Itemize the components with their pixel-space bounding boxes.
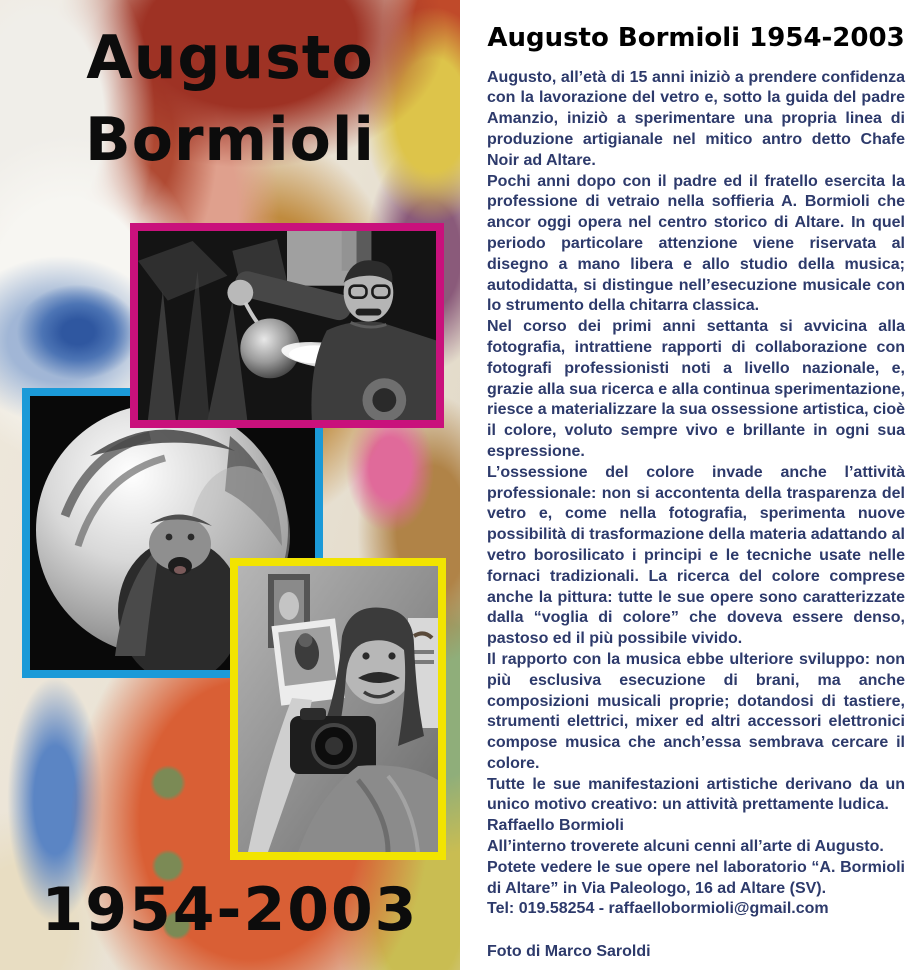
paragraph-inside-note: All’interno troverete alcuni cenni all’arte di Augusto. — [487, 838, 884, 856]
paragraph-color-obsession: L’ossessione del colore invade anche l’attività professionale: non si accontenta della trasparenza del vetro e, come nella fotografia, sperimenta nuove possibilità di trasformazione della materia adattando al vetro borosilicato i principi e le tecniche usate nelle fornaci tradizionali. La ricerca del colore comprese anche la pittura: tutte le sue opere sono caratterizzate dalla “voglia di colore” che doveva essere denso, pastoso ed il più possibile vivido. — [487, 463, 905, 648]
glassblowing-photo — [138, 231, 436, 420]
years-text: 1954-2003 — [41, 875, 419, 945]
camera-photo — [238, 566, 438, 852]
photo-frame-glassblowing — [130, 223, 444, 428]
watercolor-panel — [0, 0, 460, 970]
artist-name-line1: Augusto — [86, 23, 374, 93]
paragraph-laboratory-address: Potete vedere le sue opere nel laboratorio “A. Bormioli di Altare” in Via Paleologo, 16 ad Altare (SV). — [487, 858, 905, 897]
contact-line: Tel: 019.58254 - raffaellobormioli@gmail.com — [487, 900, 829, 918]
signature-raffaello-bormioli: Raffaello Bormioli — [487, 817, 624, 835]
article-title: Augusto Bormioli 1954-2003 — [487, 23, 905, 53]
article-column — [460, 0, 922, 970]
photo-frame-camera — [230, 558, 446, 860]
paragraph-photography: Nel corso dei primi anni settanta si avvicina alla fotografia, intrattiene rapporti di collaborazione con fotografi professionisti noti a livello nazionale, e, grazie alla sua ricerca e alla continua sperimentazione, riesce a materializzare la sua ossessione artistica, cioè il colore, voluto sempre vivo e brillante in ogni sua espressione. — [487, 318, 906, 460]
paragraph-family-glassworks: Pochi anni dopo con il padre ed il fratello esercita la professione di vetraio nella soffieria A. Bormioli che ancor oggi opera nel centro storico di Altare. In quel periodo particolare attenzione viene riservata al disegno a mano libera e allo studio della musica; autodidatta, si distingue nell’esecuzione musicale con lo strumento della chitarra classica. — [487, 172, 905, 315]
artist-name-line2: Bormioli — [85, 105, 375, 175]
paragraph-music: Il rapporto con la musica ebbe ulteriore sviluppo: non più esclusiva esecuzione di brani, ma anche composizioni musicali proprie; dotandosi di tastiere, strumenti elettrici, mixer ed altri accessori elettronici compose musica che anch’essa sembrava cercare il colore. — [487, 650, 905, 772]
paragraph-creative-motive: Tutte le sue manifestazioni artistiche derivano da un unico motivo creativo: un attività prettamente ludica. — [487, 775, 905, 814]
photographer-credit: Foto di Marco Saroldi — [487, 943, 651, 961]
paragraph-glass-beginnings: Augusto, all’età di 15 anni iniziò a prendere confidenza con la lavorazione del vetro e, sotto la guida del padre Amanzio, iniziò a sperimentare una propria linea di produzione artigianale nel mitico antro detto Chafe Noir ad Altare. — [487, 68, 905, 169]
